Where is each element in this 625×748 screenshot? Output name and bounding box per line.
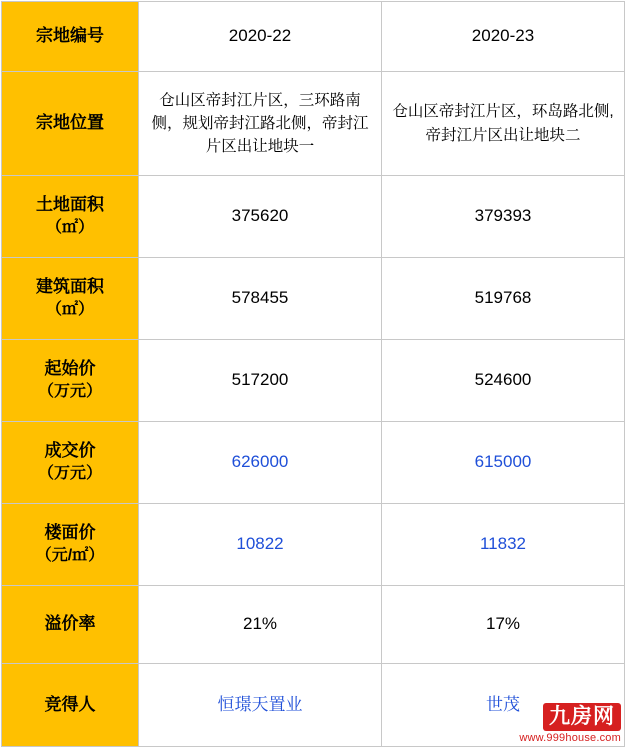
cell-starting-price-col1: 517200: [139, 340, 382, 422]
cell-winning-bidder-col1: 恒璟天置业: [139, 664, 382, 747]
label-text: 成交价: [44, 441, 96, 461]
table-row: [2, 422, 625, 504]
row-label-winning-bidder: [2, 664, 139, 747]
cell-premium-rate-col2: 17%: [382, 586, 625, 664]
table-row: [2, 258, 625, 340]
label-text: 竞得人: [44, 694, 96, 714]
label-unit: （万元）: [37, 383, 102, 401]
cell-deal-price-col2: 615000: [382, 422, 625, 504]
table-row: [2, 72, 625, 176]
row-label-deal-price: [2, 422, 139, 504]
land-parcel-table-container: [0, 1, 625, 748]
row-label-parcel-number: [2, 2, 139, 72]
site-logo: 九房网: [543, 703, 621, 731]
cell-floor-price-col1: 10822: [139, 504, 382, 586]
label-unit: （㎡）: [45, 219, 94, 237]
row-label-parcel-location: [2, 72, 139, 176]
label-text: 楼面价: [44, 523, 96, 543]
label-unit: （㎡）: [45, 301, 94, 319]
table-row: [2, 2, 625, 72]
row-label-premium-rate: [2, 586, 139, 664]
cell-building-area-col1: 578455: [139, 258, 382, 340]
label-text: 溢价率: [44, 614, 96, 634]
label-text: 建筑面积: [36, 277, 104, 297]
table-row: [2, 340, 625, 422]
table-row: [2, 176, 625, 258]
table-row: [2, 504, 625, 586]
site-url: www.999house.com: [519, 732, 621, 744]
cell-parcel-number-col1: 2020-22: [139, 2, 382, 72]
cell-land-area-col1: 375620: [139, 176, 382, 258]
label-text: 宗地位置: [36, 113, 104, 133]
cell-winning-bidder-col2: 世茂: [382, 664, 625, 747]
row-label-floor-price: [2, 504, 139, 586]
watermark: [497, 703, 621, 744]
label-text: 宗地编号: [36, 26, 104, 46]
table-row: [2, 586, 625, 664]
cell-premium-rate-col1: 21%: [139, 586, 382, 664]
cell-floor-price-col2: 11832: [382, 504, 625, 586]
cell-land-area-col2: 379393: [382, 176, 625, 258]
label-text: 土地面积: [36, 195, 104, 215]
cell-building-area-col2: 519768: [382, 258, 625, 340]
label-unit: （万元）: [37, 465, 102, 483]
row-label-starting-price: [2, 340, 139, 422]
cell-starting-price-col2: 524600: [382, 340, 625, 422]
cell-parcel-location-col1: 仓山区帝封江片区，三环路南侧，规划帝封江路北侧，帝封江片区出让地块一: [139, 72, 382, 176]
row-label-building-area: [2, 258, 139, 340]
cell-deal-price-col1: 626000: [139, 422, 382, 504]
land-parcel-table: [1, 1, 625, 747]
label-unit: （元/㎡）: [35, 547, 105, 565]
label-text: 起始价: [44, 359, 96, 379]
cell-parcel-location-col2: 仓山区帝封江片区，环岛路北侧,帝封江片区出让地块二: [382, 72, 625, 176]
cell-parcel-number-col2: 2020-23: [382, 2, 625, 72]
row-label-land-area: [2, 176, 139, 258]
